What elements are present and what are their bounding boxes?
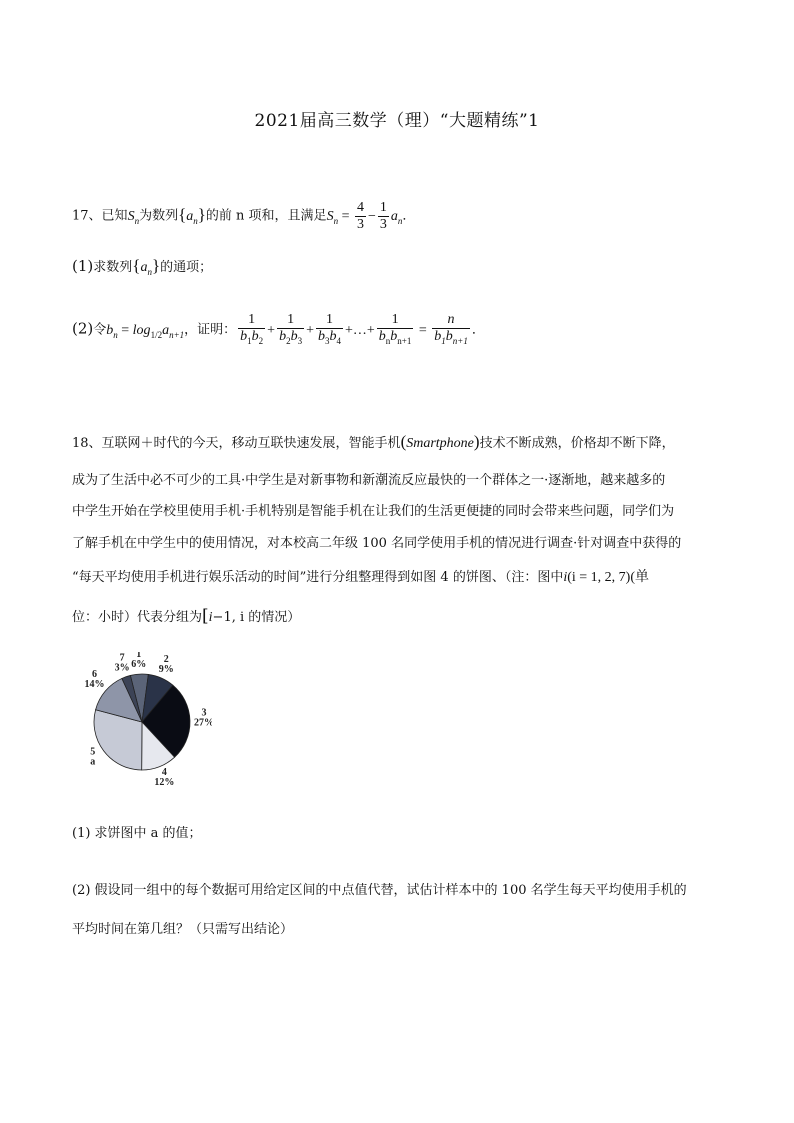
pie-label-group-3: 3: [201, 707, 207, 719]
interval-bracket: [: [202, 606, 209, 626]
q17-part1-text-b: 的通项；: [160, 260, 213, 275]
interval-var: i: [208, 610, 213, 625]
q17-part1-label: (1): [72, 257, 94, 275]
pie-label-group-1: 1: [136, 652, 142, 661]
sum-symbol: $S_n$: [127, 208, 140, 226]
sequence-symbol: $\{a_n\}$: [132, 256, 161, 277]
pie-label-group-4: 4: [161, 766, 167, 778]
pie-label-value-2: 9%: [158, 664, 174, 676]
pie-label-group-2: 2: [163, 654, 169, 666]
q18-line-2: 成为了生活中必不可少的工具·中学生是对新事物和新潮流反应最快的一个群体之一·逐渐地，越来越多的: [72, 473, 666, 488]
q17-part2-label: (2): [72, 319, 94, 338]
pie-label-group-5: 5: [90, 746, 96, 758]
pie-label-group-6: 6: [92, 669, 97, 681]
pie-chart-svg: [82, 652, 212, 792]
q17-number: 17、: [72, 208, 102, 224]
q18-line-4: 了解手机在中学生中的使用情况，对本校高二年级 100 名同学使用手机的情况进行调查·针对调查中获得的: [72, 536, 682, 551]
interval-rest: −1, i 的情况）: [212, 610, 301, 625]
pie-label-group-7: 7: [119, 652, 125, 664]
q18-number: 18、: [72, 436, 102, 451]
pie-label-value-6: 14%: [84, 679, 105, 691]
q17-part2-text-a: 令: [93, 322, 107, 338]
q17-condition-formula: $S_n$ = $\frac{4}{3}$ − $\frac{1}{3}$ $a_n$: [326, 200, 403, 232]
note-var-i: i: [563, 570, 568, 585]
note-set: (i = 1, 2, 7)(单: [567, 570, 650, 585]
q17-proof-formula: $\frac{1}{b_1b_2}$ + $\frac{1}{b_2b_3}$ + $\frac{1}{b_3b_4}$ +…+ $\frac{1}{b_nb_{n+1}}$ = $\frac{n}{b_1b_{n+1}}$: [240, 312, 468, 346]
pie-label-value-7: 3%: [114, 662, 130, 674]
q18-part2-line-2: 平均时间在第几组？（只需写出结论）: [72, 922, 294, 937]
q18-part2-line-1: (2) 假设同一组中的每个数据可用给定区间的中点值代替，试估计样本中的 100 名学生每天平均使用手机的: [72, 883, 687, 898]
q17-part2: [72, 312, 485, 349]
smartphone-term: (Smartphone): [400, 432, 480, 451]
q18-part1: (1) 求饼图中 a 的值；: [72, 826, 202, 841]
q17-part1: [72, 256, 212, 277]
q17-part1-text-a: 求数列: [93, 260, 133, 275]
pie-label-value-4: 12%: [154, 776, 175, 788]
q18-line-1: 18、互联网＋时代的今天，移动互联快速发展，智能手机(Smartphone)技术不断成熟，价格却不断下降，: [72, 432, 675, 451]
sequence-symbol: $\{a_n\}$: [178, 204, 206, 226]
q17-b-definition: $b_n = \log_{1/2}a_{n+1}$: [106, 322, 185, 340]
q17-stem: [72, 200, 415, 233]
q17-text-b: 为数列: [139, 208, 179, 224]
q17-text-a: 已知: [101, 208, 128, 224]
q17-text-c: 的前 n 项和，且满足: [205, 208, 327, 224]
q18-line-6: 位：小时）代表分组为[i−1, i 的情况）: [72, 606, 301, 626]
q17-proof-period: ．: [471, 322, 485, 338]
pie-label-value-3: 27%: [194, 717, 212, 729]
q17-part2-text-b: ，证明：: [184, 322, 237, 338]
pie-label-value-5: a: [90, 756, 96, 768]
q18-line-5: “每天平均使用手机进行娱乐活动的时间”进行分组整理得到如图 4 的饼图、（注：图中i(i = 1, 2, 7)(单: [72, 570, 650, 585]
page-title: 2021届高三数学（理）“大题精练”1: [254, 111, 540, 131]
pie-label-value-1: 6%: [131, 659, 147, 671]
q17-period: ．: [402, 208, 416, 224]
q18-line-3: 中学生开始在学校里使用手机·手机特别是智能手机在让我们的生活更便捷的同时会带来些问题，同学们为: [72, 504, 675, 519]
pie-chart: [82, 652, 212, 792]
